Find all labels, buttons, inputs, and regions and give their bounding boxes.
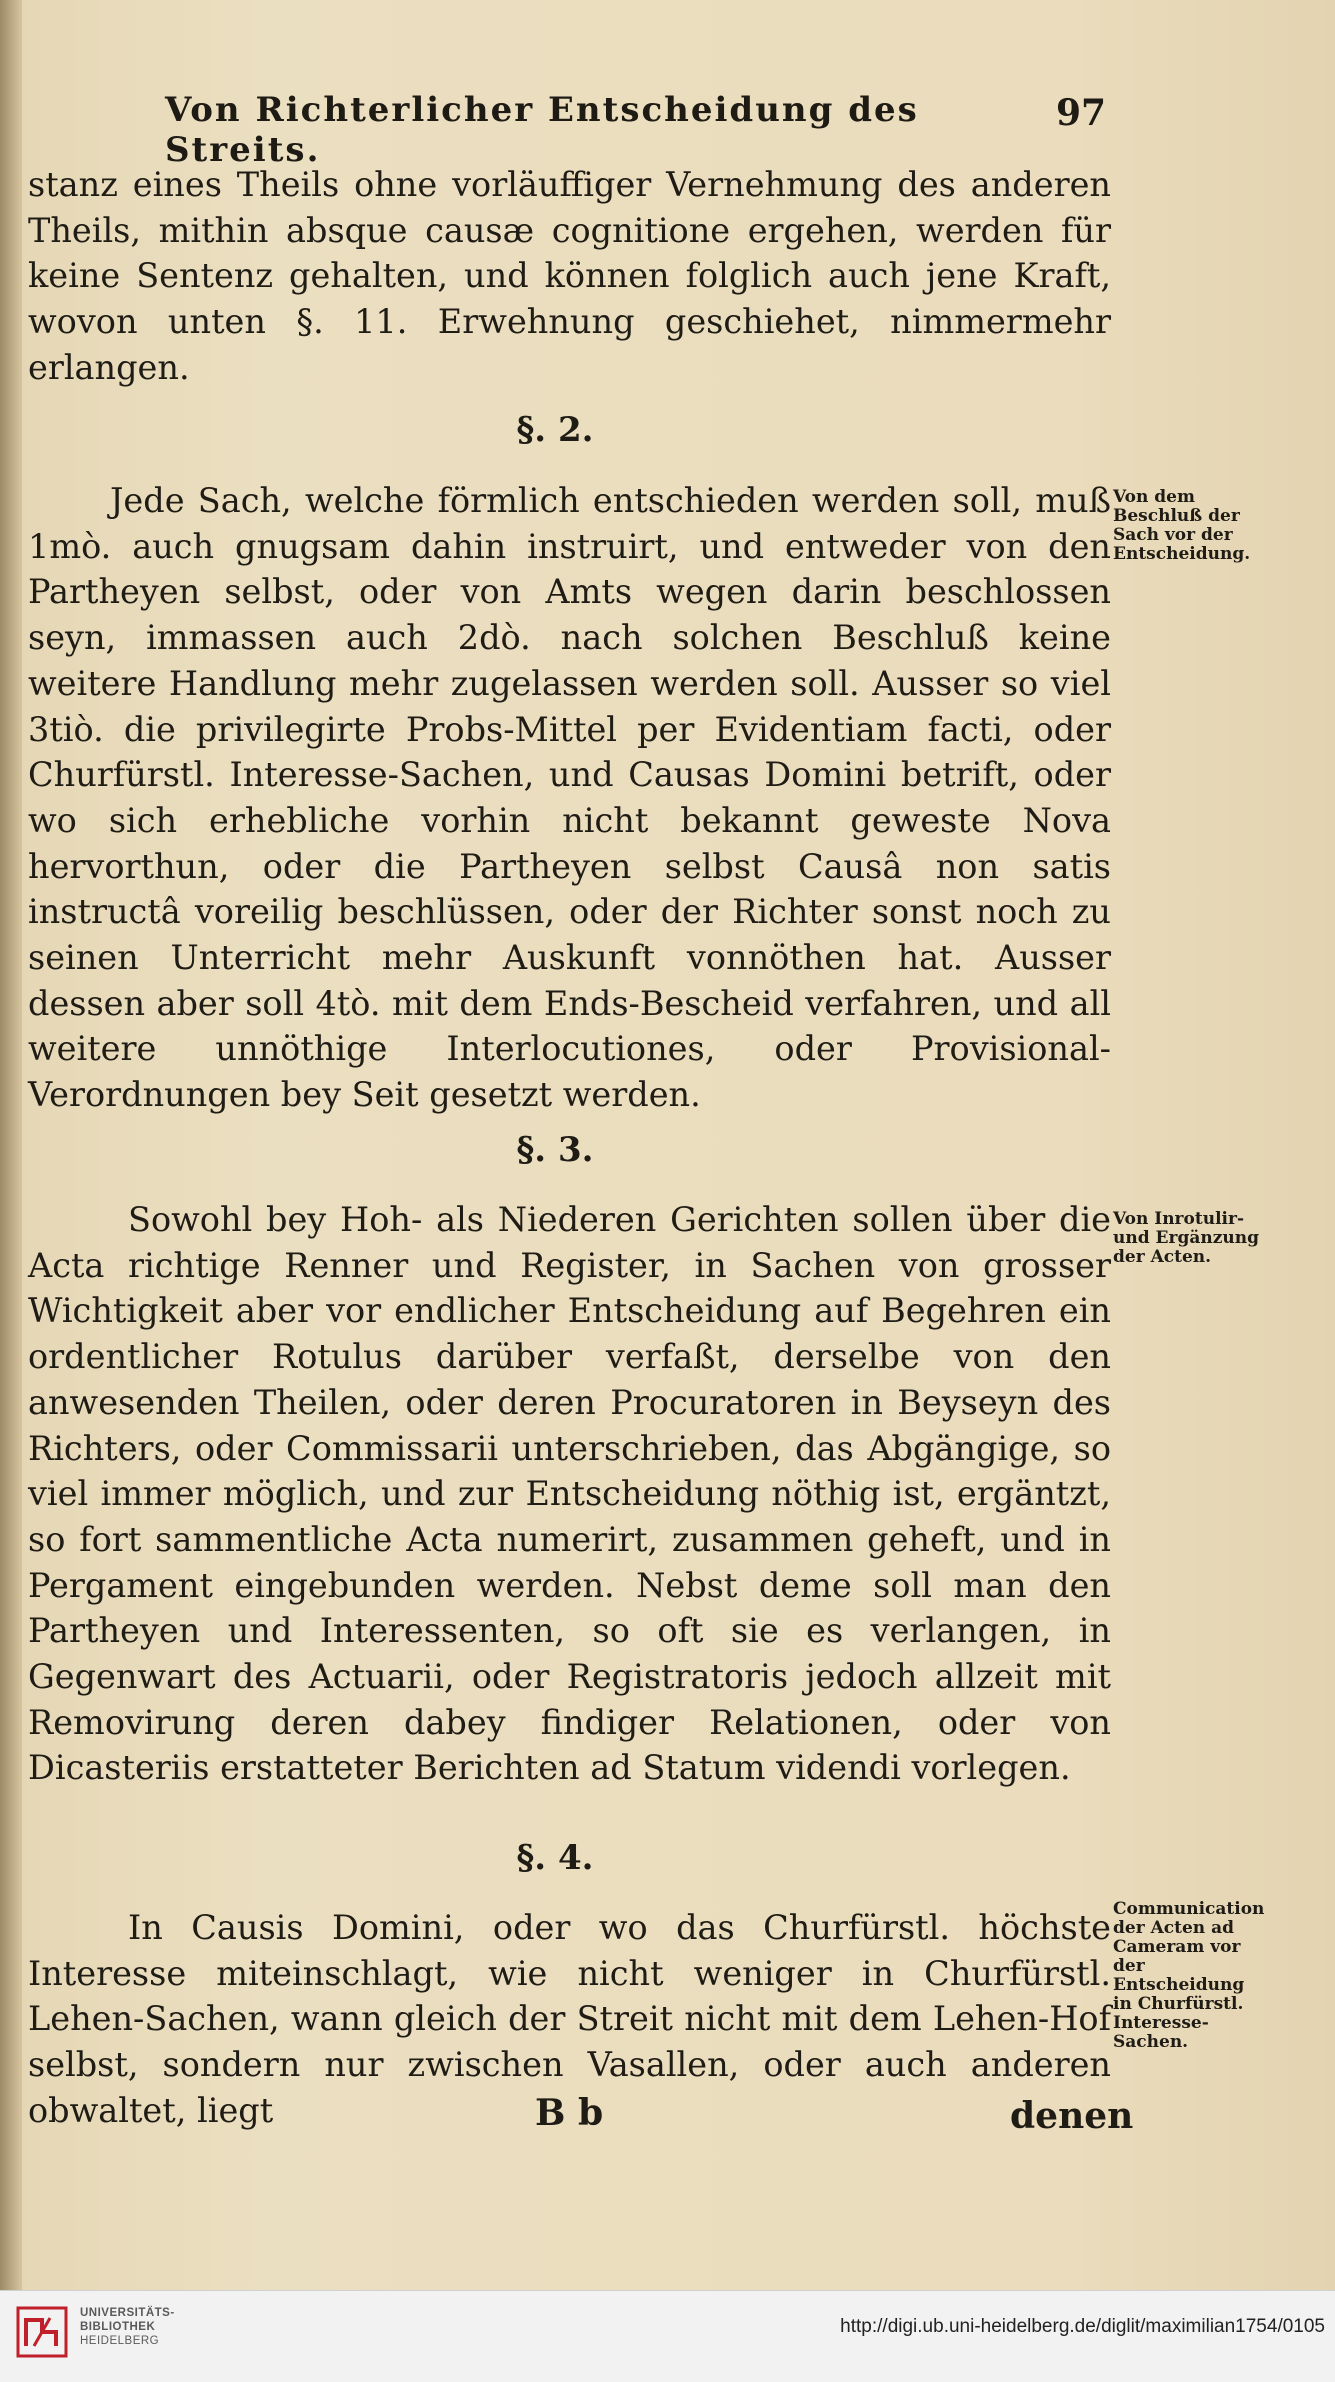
library-name-line-1: UNIVERSITÄTS- [80,2307,175,2319]
running-header-title: Von Richterlicher Entscheidung des Streits. [165,90,919,170]
paragraph-section-4: In Causis Domini, oder wo das Churfürstl. höchste Interesse miteinschlagt, wie nicht weniger in Churfürstl. Lehen-Sachen, wann gleich der Streit nicht mit dem Lehen-Hof selbst, sondern nur zwischen Vasallen, oder auch anderen obwaltet, liegt [28,1908,1111,2130]
catchword: denen [1010,2095,1134,2137]
library-logo-icon [16,2306,68,2358]
page-number: 97 [1056,92,1107,134]
paragraph-section-3: Sowohl bey Hoh- als Niederen Gerichten sollen über die Acta richtige Renner und Register, in Sachen von grosser Wichtigkeit aber vor endlicher Entscheidung auf Begehren ein ordentlicher Rotulus darüber verfaßt, derselbe von den anwesenden Theilen, oder deren Procuratoren in Beyseyn des Richters, oder Commissarii unterschrieben, das Abgängige, so viel immer möglich, und zur Entscheidung nöthig ist, ergäntzt, so fort sammentliche Acta numerirt, zusammen geheft, und in Pergament eingebunden werden. Nebst deme soll man den Partheyen und Interessenten, so oft sie es verlangen, in Gegenwart des Actuarii, oder Registratoris jedoch allzeit mit Removirung deren dabey findiger Relationen, oder von Dicasteriis erstatteter Berichten ad Statum videndi vorlegen. [28,1200,1111,1788]
paragraph-continued: stanz eines Theils ohne vorläuffiger Vernehmung des anderen Theils, mithin absque causæ cognitione ergehen, werden für keine Sentenz gehalten, und können folglich auch jene Kraft, wovon unten §. 11. Erwehnung geschiehet, nimmermehr erlangen. [28,165,1111,387]
margin-note-section-4: Communication der Acten ad Cameram vor der Entscheidung in Churfürstl. Interesse-Sachen. [1113,1899,1265,2052]
library-name [80,2306,220,2348]
section-heading-4: §. 4. [516,1838,594,1878]
library-name-line-3: HEIDELBERG [80,2335,160,2347]
margin-note-section-2: Von dem Beschluß der Sach vor der Entscheidung. [1113,487,1251,564]
section-heading-3: §. 3. [516,1130,594,1170]
page-edge-shadow [0,0,22,2290]
section-heading-2: §. 2. [516,410,594,450]
margin-note-section-3: Von Inrotulir- und Ergänzung der Acten. [1113,1209,1259,1267]
source-url-link[interactable]: http://digi.ub.uni-heidelberg.de/diglit/maximilian1754/0105 [840,2316,1325,2337]
paragraph-section-2: Jede Sach, welche förmlich entschieden werden soll, muß 1mò. auch gnugsam dahin instruirt, und entweder von den Partheyen selbst, oder von Amts wegen darin beschlossen seyn, immassen auch 2dò. nach solchen Beschluß keine weitere Handlung mehr zugelassen werden soll. Ausser so viel 3tiò. die privilegirte Probs-Mittel per Evidentiam facti, oder Churfürstl. Interesse-Sachen, und Causas Domini betrift, oder wo sich erhebliche vorhin nicht bekannt geweste Nova hervorthun, oder die Partheyen selbst Causâ non satis instructâ voreilig beschlüssen, oder der Richter sonst noch zu seinen Unterricht mehr Auskunft vonnöthen hat. Ausser dessen aber soll 4tò. mit dem Ends-Bescheid verfahren, und all weitere unnöthige Interlocutiones, oder Provisional-Verordnungen bey Seit gesetzt werden. [28,481,1111,1115]
signature-mark: B b [535,2092,604,2134]
library-name-line-2: BIBLIOTHEK [80,2321,156,2333]
